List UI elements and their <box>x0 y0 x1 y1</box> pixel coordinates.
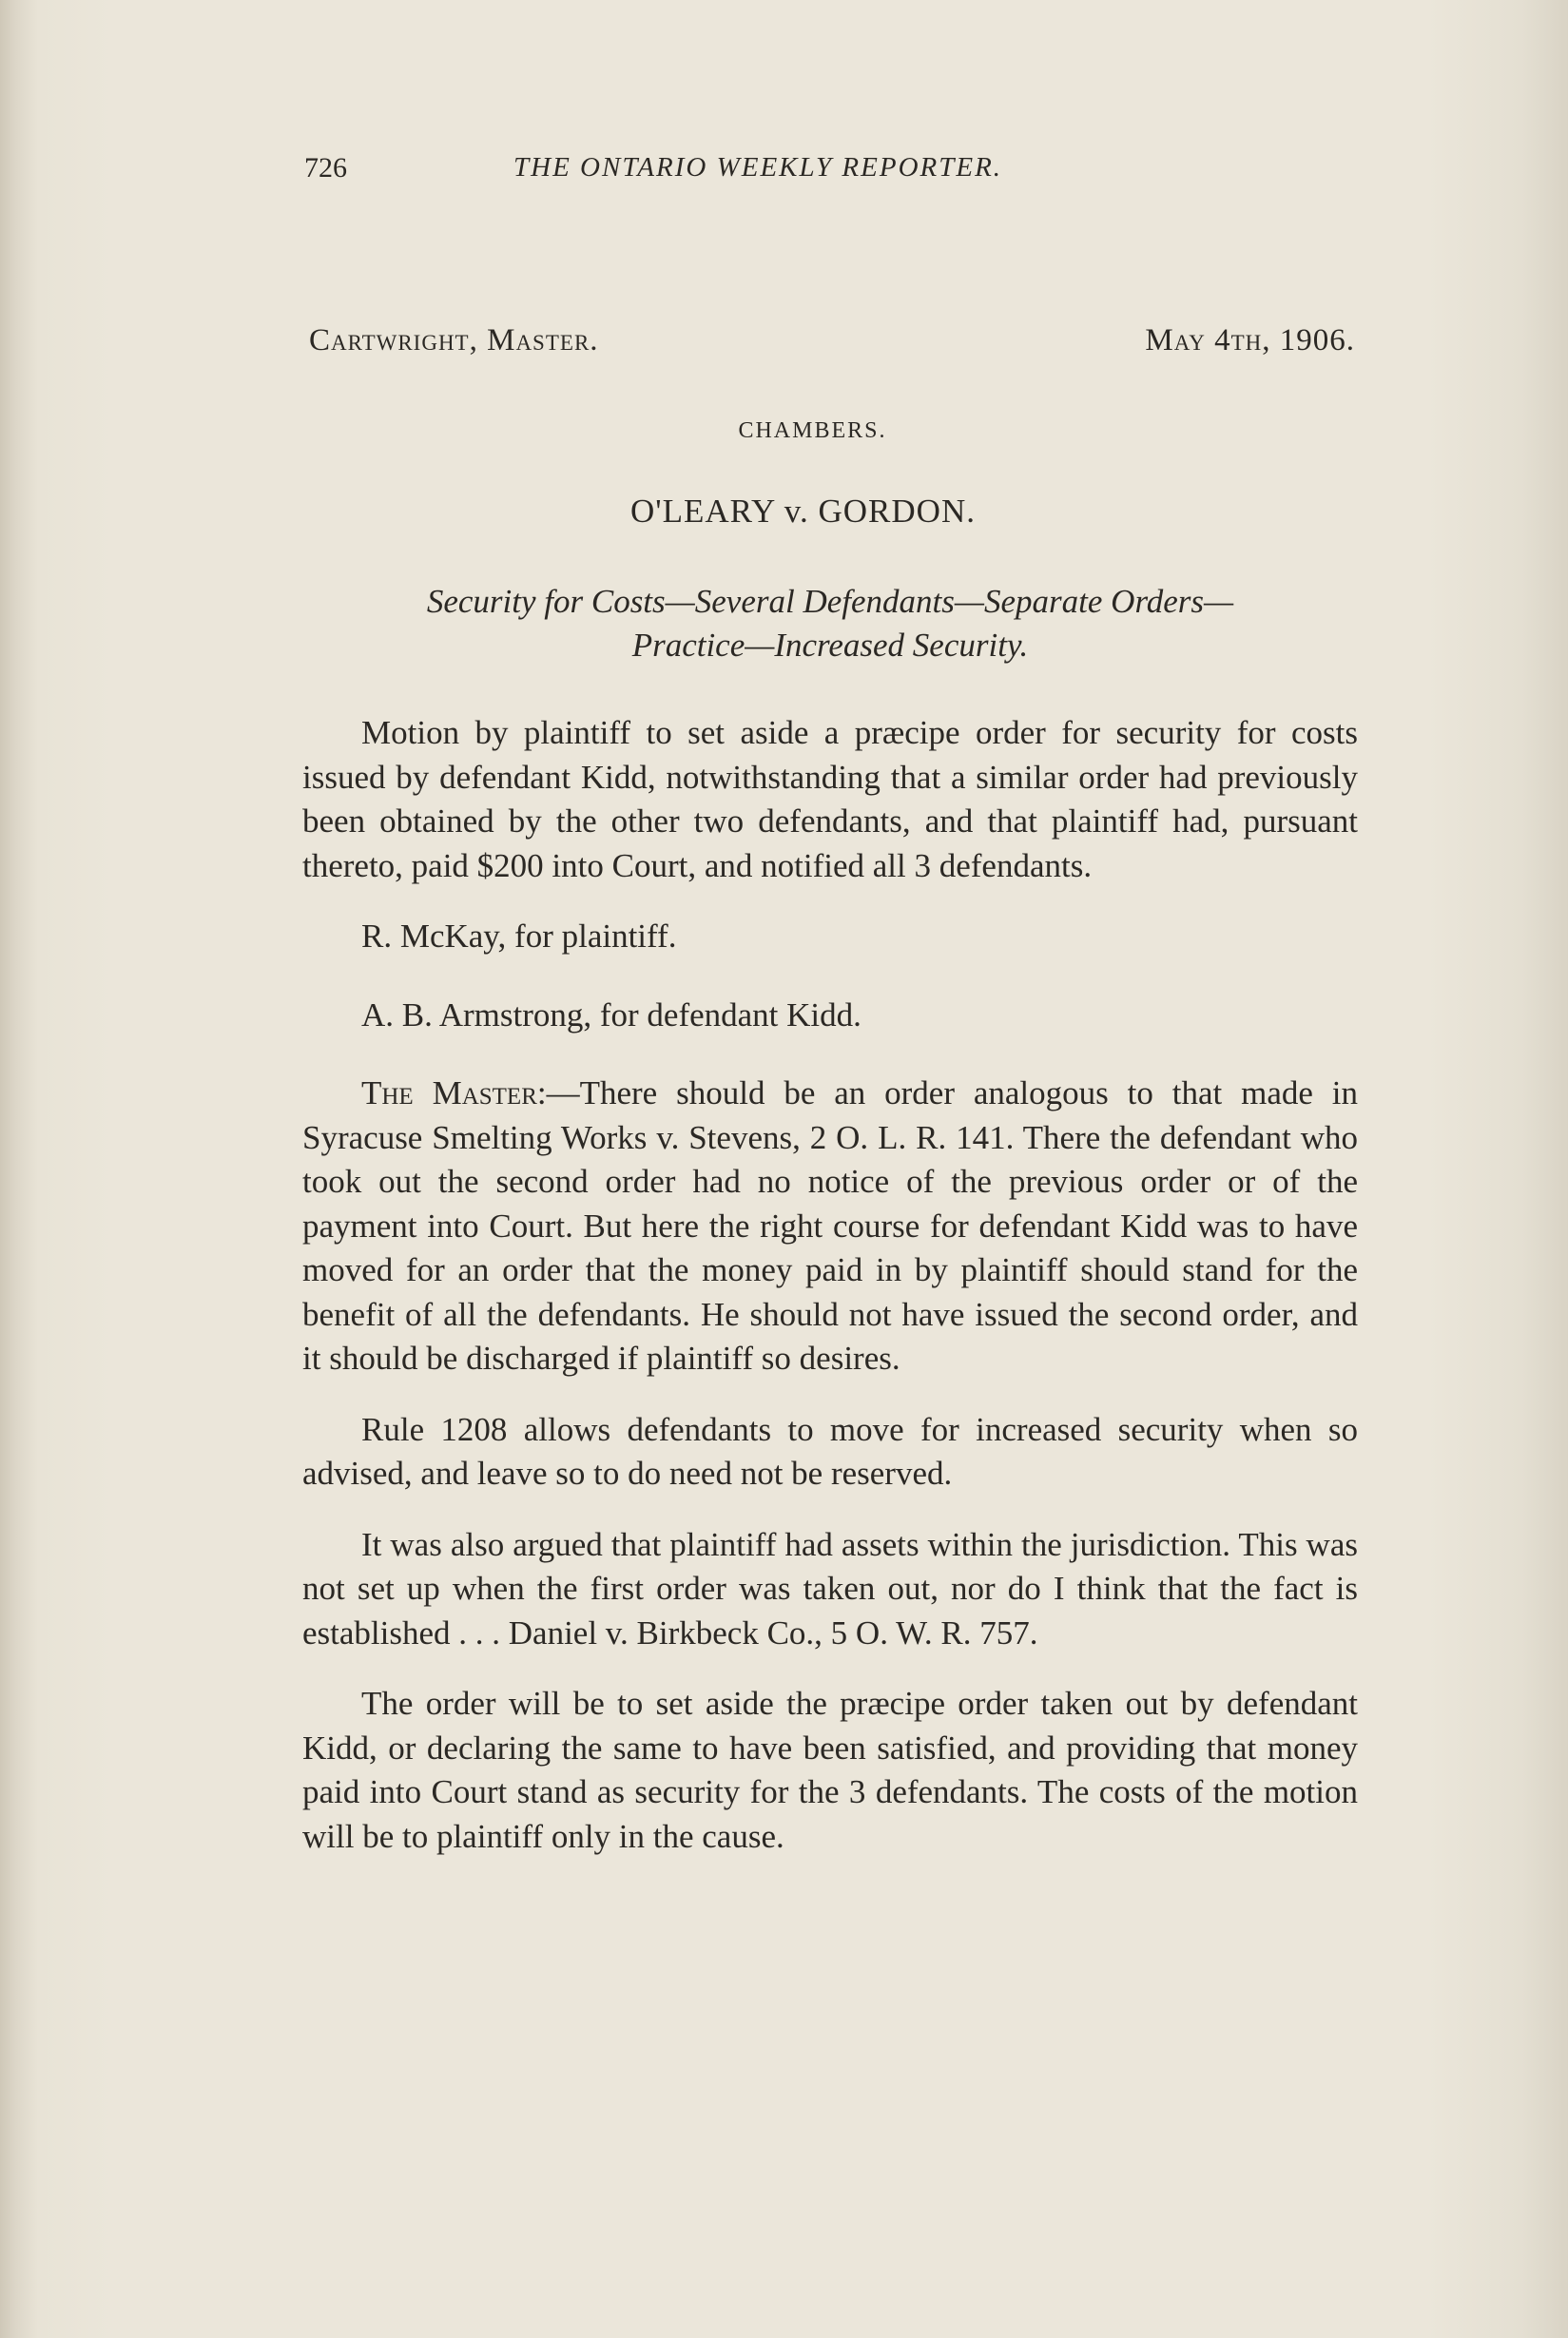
judge-name: Cartwright, Master. <box>309 323 599 357</box>
headnote-line: Security for Costs—Several Defendants—Separate Orders— <box>426 583 1234 620</box>
counsel-plaintiff: R. McKay, for plaintiff. <box>361 918 677 955</box>
master-lead: The Master <box>361 1074 537 1111</box>
journal-title: THE ONTARIO WEEKLY REPORTER. <box>513 152 1003 183</box>
master-paragraph <box>302 1072 1358 1382</box>
case-title: O'LEARY v. GORDON. <box>630 493 976 530</box>
page-number: 726 <box>304 152 347 184</box>
headnote <box>302 580 1358 667</box>
rule-paragraph: Rule 1208 allows defendants to move for increased security when so advised, and leave so to do need not be reserved. <box>302 1410 1358 1492</box>
assets-paragraph: It was also argued that plaintiff had assets within the jurisdiction. This was not set up when the first order was taken out, nor do I think that the fact is established . . . Daniel v. Birkbeck Co., 5 O. W. R. 757. <box>302 1525 1358 1652</box>
judgment-body <box>302 711 1358 1885</box>
counsel-defendant: A. B. Armstrong, for defendant Kidd. <box>361 995 861 1034</box>
running-head <box>304 152 1141 200</box>
judge-date-line <box>309 323 1355 371</box>
order-paragraph: The order will be to set aside the præcipe order taken out by defendant Kidd, or declaring the same to have been satisfied, and providing that money paid into Court stand as security for the 3 defendants. The costs of the motion will be to plaintiff only in the cause. <box>302 1685 1358 1855</box>
headnote-line: Practice—Increased Security. <box>631 627 1029 664</box>
decision-date: May 4th, 1906. <box>1145 323 1355 357</box>
master-text: :—There should be an order analogous to that made in Syracuse Smelting Works v. Stevens, 2 O. L. R. 141. There the defendant who took out the second order had no notice of the previous order or of the payment into Court. But here the right course for defendant Kidd was to have moved for an order that the money paid in by plaintiff should stand for the benefit of all the defendants. He should not have issued the second order, and it should be discharged if plaintiff so desires. <box>302 1074 1359 1377</box>
court-name: CHAMBERS. <box>738 418 887 443</box>
motion-paragraph: Motion by plaintiff to set aside a præcipe order for security for costs issued by defendant Kidd, notwithstanding that a similar order had previously been obtained by the other two defendants, and that plaintiff had, pursuant thereto, paid $200 into Court, and notified all 3 defendants. <box>302 714 1358 884</box>
